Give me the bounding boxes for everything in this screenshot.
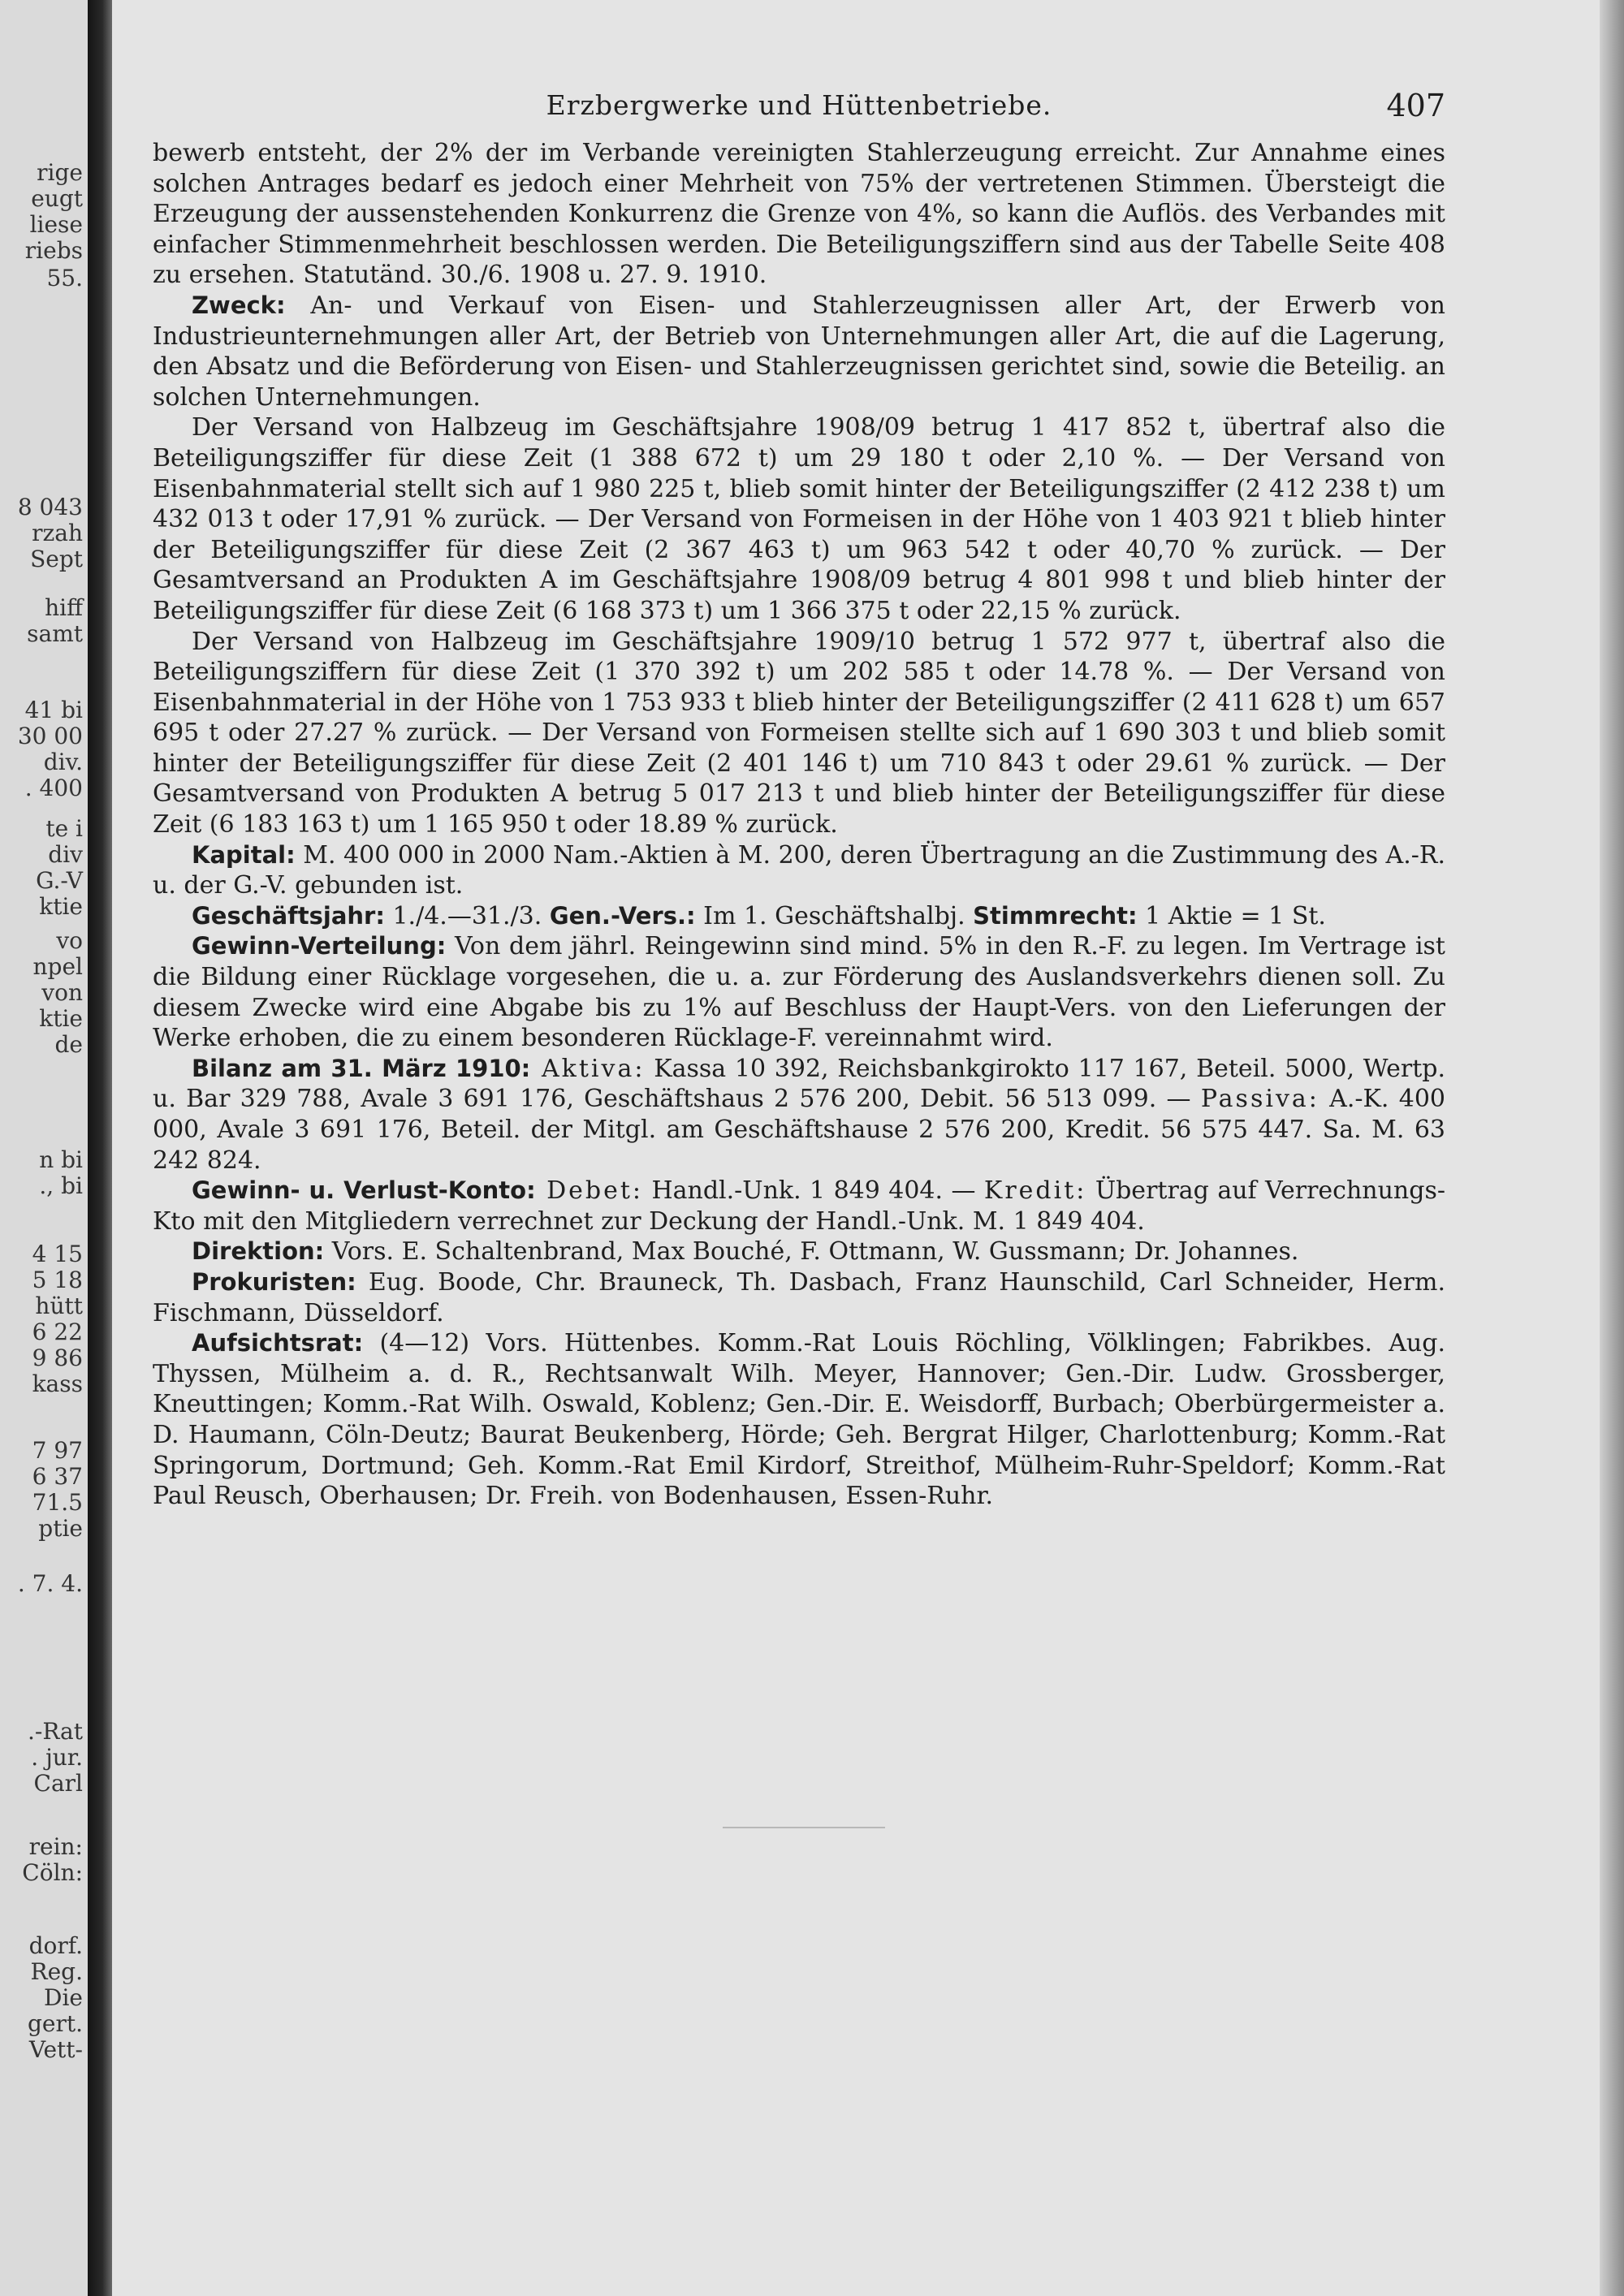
paragraph-text: (4—12) Vors. Hüttenbes. Komm.-Rat Louis Röchling, Völklingen; Fabrikbes. Aug. Thyssen, Mülheim a. d. R., Rechtsanwalt Wilh. Meyer, Hannover; Gen.-Dir. Ludw. Grossberger, Kneuttingen; Komm.-Rat Wilh. Oswald, Koblenz; Gen.-Dir. E. Weisdorff, Burbach; Oberbürgermeister a. D. Haumann, Cöln-Deutz; Baurat Beukenberg, Hörde; Geh. Bergrat Hilger, Charlottenburg; Komm.-Rat Springorum, Dortmund; Geh. Komm.-Rat Emil Kirdorf, Streithof, Mülheim-Ruhr-Speldorf; Komm.-Rat Paul Reusch, Oberhausen; Dr. Freih. von Bodenhausen, Essen-Ruhr. (153, 1329, 1445, 1511)
margin-fragment: kass (32, 1370, 83, 1397)
paragraph-p3 (153, 412, 1445, 626)
margin-fragment: dorf. (28, 1932, 83, 1959)
paragraph-p6 (153, 901, 1445, 932)
spaced-term: Kredit: (983, 1176, 1087, 1206)
margin-fragment: . jur. (31, 1744, 83, 1771)
page-body (153, 138, 1445, 1512)
margin-fragment: div (48, 841, 83, 868)
margin-fragment: hiff (45, 594, 83, 621)
margin-fragment: div. (43, 749, 83, 775)
page-header (153, 81, 1445, 130)
section-label: Direktion: (192, 1237, 325, 1266)
margin-fragment: ptie (38, 1515, 83, 1542)
paragraph-text: Kassa 10 392, Reichsbankgirokto 117 167, Beteil. 5000, Wertp. u. Bar 329 788, Avale 3 691 176, Geschäftshaus 2 576 200, Debit. 56 513 099. — (153, 1054, 1446, 1114)
paragraph-text: bewerb entsteht, der 2% der im Verbande vereinigten Stahlerzeugung erreicht. Zur Annahme eines solchen Antrages bedarf es jedoch einer Mehrheit von 75% der vertretenen Stimmen. Übersteigt die Erzeugung der aussenstehenden Konkurrenz die Grenze von 4%, so kann die Auflös. des Verbandes mit einfacher Stimmenmehrheit beschlossen werden. Die Beteiligungsziffern sind aus der Tabelle Seite 408 zu ersehen. Statutänd. 30./6. 1908 u. 27. 9. 1910. (153, 139, 1445, 290)
margin-fragment: npel (32, 953, 83, 980)
section-label: Gen.-Vers.: (549, 901, 696, 930)
spaced-term: Aktiva: (530, 1054, 646, 1083)
section-label: Prokuristen: (192, 1267, 356, 1296)
left-page-margin (0, 0, 88, 2296)
margin-fragment: 7 97 (32, 1437, 83, 1464)
paragraph-p8 (153, 1054, 1445, 1176)
margin-fragment: riebs (24, 237, 83, 264)
margin-fragment: 71.5 (32, 1489, 83, 1516)
spaced-term: Debet: (535, 1176, 644, 1206)
margin-fragment: n bi (39, 1146, 83, 1173)
margin-fragment: .-Rat (27, 1718, 83, 1745)
page-edge-shadow (1600, 0, 1624, 2296)
paragraph-text: Der Versand von Halbzeug im Geschäftsjahre 1908/09 betrug 1 417 852 t, übertraf also die Beteiligungsziffer für diese Zeit (1 388 672 t) um 29 180 t oder 2,10 %. — Der Versand von Eisenbahnmaterial stellt sich auf 1 980 225 t, blieb somit hinter der Beteiligungsziffer (2 412 238 t) um 432 013 t oder 17,91 % zurück. — Der Versand von Formeisen in der Höhe von 1 403 921 t blieb hinter der Beteiligungsziffer für diese Zeit (2 367 463 t) um 963 542 t oder 40,70 % zurück. — Der Gesamtversand an Produkten A im Geschäftsjahre 1908/09 betrug 4 801 998 t und blieb hinter der Beteiligungsziffer für diese Zeit (6 168 373 t) um 1 366 375 t oder 22,15 % zurück. (153, 413, 1445, 625)
margin-fragment: 5 18 (32, 1267, 83, 1293)
paragraph-text: M. 400 000 in 2000 Nam.-Aktien à M. 200, deren Übertragung an die Zustimmung des A.-R. u. der G.-V. gebunden ist. (153, 840, 1445, 900)
margin-fragment: eugt (31, 185, 83, 212)
paragraph-text: Übertrag auf Verrechnungs-Kto mit den Mitgliedern verrechnet zur Deckung der Handl.-Unk. M. 1 849 404. (153, 1176, 1445, 1236)
margin-fragment: de (54, 1031, 83, 1058)
margin-fragment: ktie (39, 893, 83, 920)
margin-fragment: gert. (27, 2010, 83, 2037)
margin-fragment: rige (37, 159, 83, 186)
paragraph-text: 1./4.—31./3. (384, 901, 550, 930)
section-divider (723, 1827, 885, 1828)
paragraph-p2 (153, 291, 1445, 412)
section-label: Gewinn-Verteilung: (192, 932, 447, 960)
paragraph-text: An- und Verkauf von Eisen- und Stahlerzeugnissen aller Art, der Erwerb von Industrieunternehmungen aller Art, der Betrieb von Unternehmungen aller Art, die auf die Lagerung, den Absatz und die Beförderung von Eisen- und Stahlerzeugnissen gerichtet sind, sowie die Beteilig. an solchen Unternehmungen. (153, 291, 1445, 412)
margin-fragment: samt (27, 620, 83, 647)
section-label: Gewinn- u. Verlust-Konto: (192, 1176, 536, 1205)
margin-fragment: Sept (30, 546, 83, 572)
section-label: Kapital: (192, 840, 296, 869)
paragraph-p10 (153, 1236, 1445, 1267)
running-title: Erzbergwerke und Hüttenbetriebe. (546, 89, 1052, 121)
margin-fragment: 4 15 (32, 1241, 83, 1267)
margin-fragment: vo (56, 927, 83, 954)
paragraph-text: Vors. E. Schaltenbrand, Max Bouché, F. Ottmann, W. Gussmann; Dr. Johannes. (324, 1237, 1299, 1267)
section-label: Stimmrecht: (973, 901, 1138, 930)
section-label: Zweck: (192, 291, 286, 319)
margin-fragment: von (41, 979, 83, 1006)
paragraph-text: A.-K. 400 000, Avale 3 691 176, Beteil. der Mitgl. am Geschäftshause 2 576 200, Kredit. 56 575 447. Sa. M. 63 242 824. (153, 1085, 1445, 1175)
paragraph-p12 (153, 1328, 1445, 1512)
margin-fragment: G.-V (36, 867, 83, 894)
paragraph-p11 (153, 1267, 1445, 1328)
margin-fragment: Reg. (30, 1958, 83, 1985)
paragraph-text: Handl.-Unk. 1 849 404. — (643, 1176, 984, 1206)
margin-fragment: liese (29, 211, 83, 238)
paragraph-text: 1 Aktie = 1 St. (1137, 901, 1326, 930)
book-spine-shadow (88, 0, 112, 2296)
paragraph-p1 (153, 138, 1445, 291)
margin-fragment: hütt (35, 1293, 83, 1319)
spaced-term: Passiva: (1200, 1085, 1320, 1114)
margin-fragment: 6 22 (32, 1318, 83, 1345)
margin-fragment: 6 37 (32, 1463, 83, 1490)
paragraph-text: Der Versand von Halbzeug im Geschäftsjahre 1909/10 betrug 1 572 977 t, übertraf also die Beteiligungsziffern für diese Zeit (1 370 392 t) um 202 585 t oder 14.78 %. — Der Versand von Eisenbahnmaterial in der Höhe von 1 753 933 t blieb hinter der Beteiligungsziffer (2 411 628 t) um 657 695 t oder 27.27 % zurück. — Der Versand von Formeisen stellte sich auf 1 690 303 t und blieb somit hinter der Beteiligungsziffer für diese Zeit (2 401 146 t) um 710 843 t oder 29.61 % zurück. — Der Gesamtversand von Produkten A betrug 5 017 213 t und blieb hinter der Beteiligungsziffer für diese Zeit (6 183 163 t) um 1 165 950 t oder 18.89 % zurück. (153, 627, 1445, 839)
margin-fragment: ., bi (39, 1172, 83, 1199)
page-number: 407 (1386, 88, 1445, 123)
margin-fragment: rzah (32, 520, 83, 546)
paragraph-text: Von dem jährl. Reingewinn sind mind. 5% in den R.-F. zu legen. Im Vertrage ist die Bildung einer Rücklage vorgesehen, die u. a. zur Förderung des Auslandsverkehrs dienen soll. Zu diesem Zwecke wird eine Abgabe bis zu 1% auf Beschluss der Haupt-Vers. von den Lieferungen der Werke erhoben, die zu einem besonderen Rücklage-F. vereinnahmt wird. (153, 932, 1445, 1053)
margin-fragment: ktie (39, 1005, 83, 1032)
margin-fragment: rein: (28, 1833, 83, 1860)
paragraph-text: Eug. Boode, Chr. Brauneck, Th. Dasbach, Franz Haunschild, Carl Schneider, Herm. Fischmann, Düsseldorf. (153, 1267, 1445, 1327)
paragraph-p4 (153, 627, 1445, 840)
paragraph-p7 (153, 931, 1445, 1053)
margin-fragment: 9 86 (32, 1344, 83, 1371)
margin-fragment: Die (44, 1984, 83, 2011)
section-label: Geschäftsjahr: (192, 901, 385, 930)
paragraph-p9 (153, 1176, 1445, 1236)
margin-fragment: 8 043 (17, 494, 83, 520)
margin-fragment: Vett- (28, 2036, 83, 2063)
page (153, 81, 1445, 1512)
margin-fragment: 55. (46, 265, 83, 291)
section-label: Bilanz am 31. März 1910: (192, 1054, 531, 1082)
paragraph-p5 (153, 840, 1445, 901)
margin-fragment: Cöln: (22, 1859, 83, 1886)
margin-fragment: 30 00 (17, 723, 83, 749)
margin-fragment: . 400 (24, 775, 83, 801)
margin-fragment: te i (45, 815, 83, 842)
paragraph-text: Im 1. Geschäftshalbj. (695, 901, 974, 930)
margin-fragment: Carl (33, 1770, 83, 1797)
margin-fragment: . 7. 4. (17, 1570, 83, 1597)
margin-fragment: 41 bi (24, 697, 83, 723)
section-label: Aufsichtsrat: (192, 1329, 364, 1357)
